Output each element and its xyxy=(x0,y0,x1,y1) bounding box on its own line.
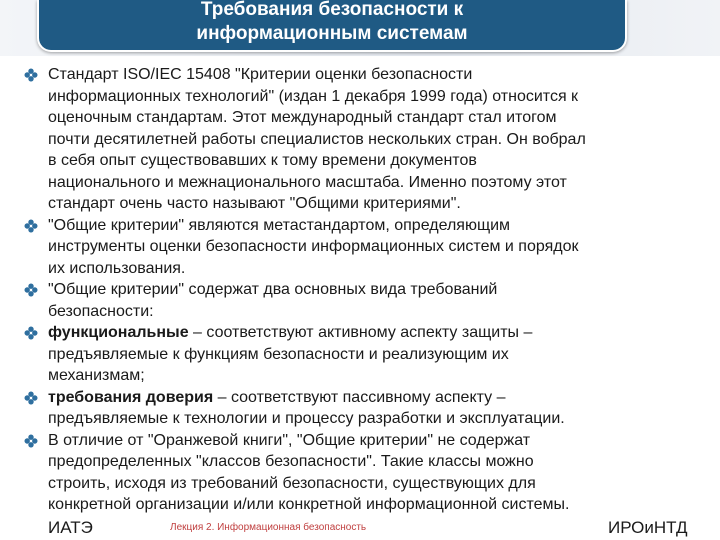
diamond-bullet-icon xyxy=(24,219,38,233)
bullet-item xyxy=(24,430,696,516)
bullet-text-line: В отличие от "Оранжевой книги", "Общие критерии" не содержат xyxy=(48,431,531,449)
footer-middle-text: Лекция 2. Информационная безопасность xyxy=(170,522,367,533)
bullet-text-line: стандарт очень часто называют "Общими критериями". xyxy=(48,195,461,212)
bullet-text-line: "Общие критерии" содержат два основных вида требований xyxy=(48,281,498,298)
bullet-text-line: конкретной организации и/или конкретной информационной системы. xyxy=(48,496,570,513)
footer-right-text: ИРОиНТД xyxy=(608,518,688,537)
diamond-bullet-icon xyxy=(24,434,38,448)
diamond-bullet-icon xyxy=(24,283,38,297)
bullet-item xyxy=(24,279,696,322)
bullet-text-line: предъявляемые к функциям безопасности и реализующим их xyxy=(48,345,509,363)
bullet-text-line: Стандарт ISO/IEC 15408 "Критерии оценки безопасности xyxy=(48,66,473,83)
bullet-text-line: "Общие критерии" являются метастандартом, определяющим xyxy=(48,216,511,234)
slide-content xyxy=(24,64,696,540)
bullet-text-line: информационных технологий" (издан 1 декабря 1999 года) относится к xyxy=(48,87,579,105)
bullet-text-line: – соответствуют пассивному аспекту – xyxy=(213,388,506,406)
bullet-text-line: их использования. xyxy=(48,259,186,277)
bullet-item xyxy=(24,215,696,280)
bullet-text-line: – соответствуют активному аспекту защиты – xyxy=(188,324,533,341)
bullet-item xyxy=(24,322,696,387)
bullet-text-line: предопределенных "классов безопасности". Такие классы можно xyxy=(48,453,534,470)
diamond-bullet-icon xyxy=(24,391,38,405)
bullet-list xyxy=(24,64,696,516)
diamond-bullet-icon xyxy=(24,68,38,82)
diamond-bullet-icon xyxy=(24,326,38,340)
footer-left-text: ИАТЭ xyxy=(48,518,93,537)
bullet-item xyxy=(24,64,696,215)
bullet-bold-term: функциональные xyxy=(48,324,189,341)
bullet-text-line: инструменты оценки безопасности информационных систем и порядок xyxy=(48,238,579,255)
bullet-text-line: строить, исходя из требований безопасности, существующих для xyxy=(48,474,536,492)
bullet-text-line: в себя опыт существовавших к тому времени документов xyxy=(48,152,477,169)
bullet-text-line: оценочным стандартам. Этот международный стандарт стал итогом xyxy=(48,109,557,126)
bullet-item xyxy=(24,387,696,430)
slide-title-banner xyxy=(37,0,627,52)
bullet-text-line: национального и межнационального масштаба. Именно поэтому этот xyxy=(48,173,567,191)
bullet-bold-term: требования доверия xyxy=(48,388,214,406)
bullet-text-line: почти десятилетней работы специалистов нескольких стран. Он вобрал xyxy=(48,130,586,148)
bullet-text-line: предъявляемые к технологии и процессу разработки и эксплуатации. xyxy=(48,410,565,427)
bullet-text-line: механизмам; xyxy=(48,367,145,384)
bullet-text-line: безопасности: xyxy=(48,302,154,320)
slide-title-line-1: Требования безопасности к xyxy=(200,0,464,20)
slide-title-line-2: информационным системам xyxy=(196,23,468,44)
slide-footer xyxy=(0,512,720,540)
